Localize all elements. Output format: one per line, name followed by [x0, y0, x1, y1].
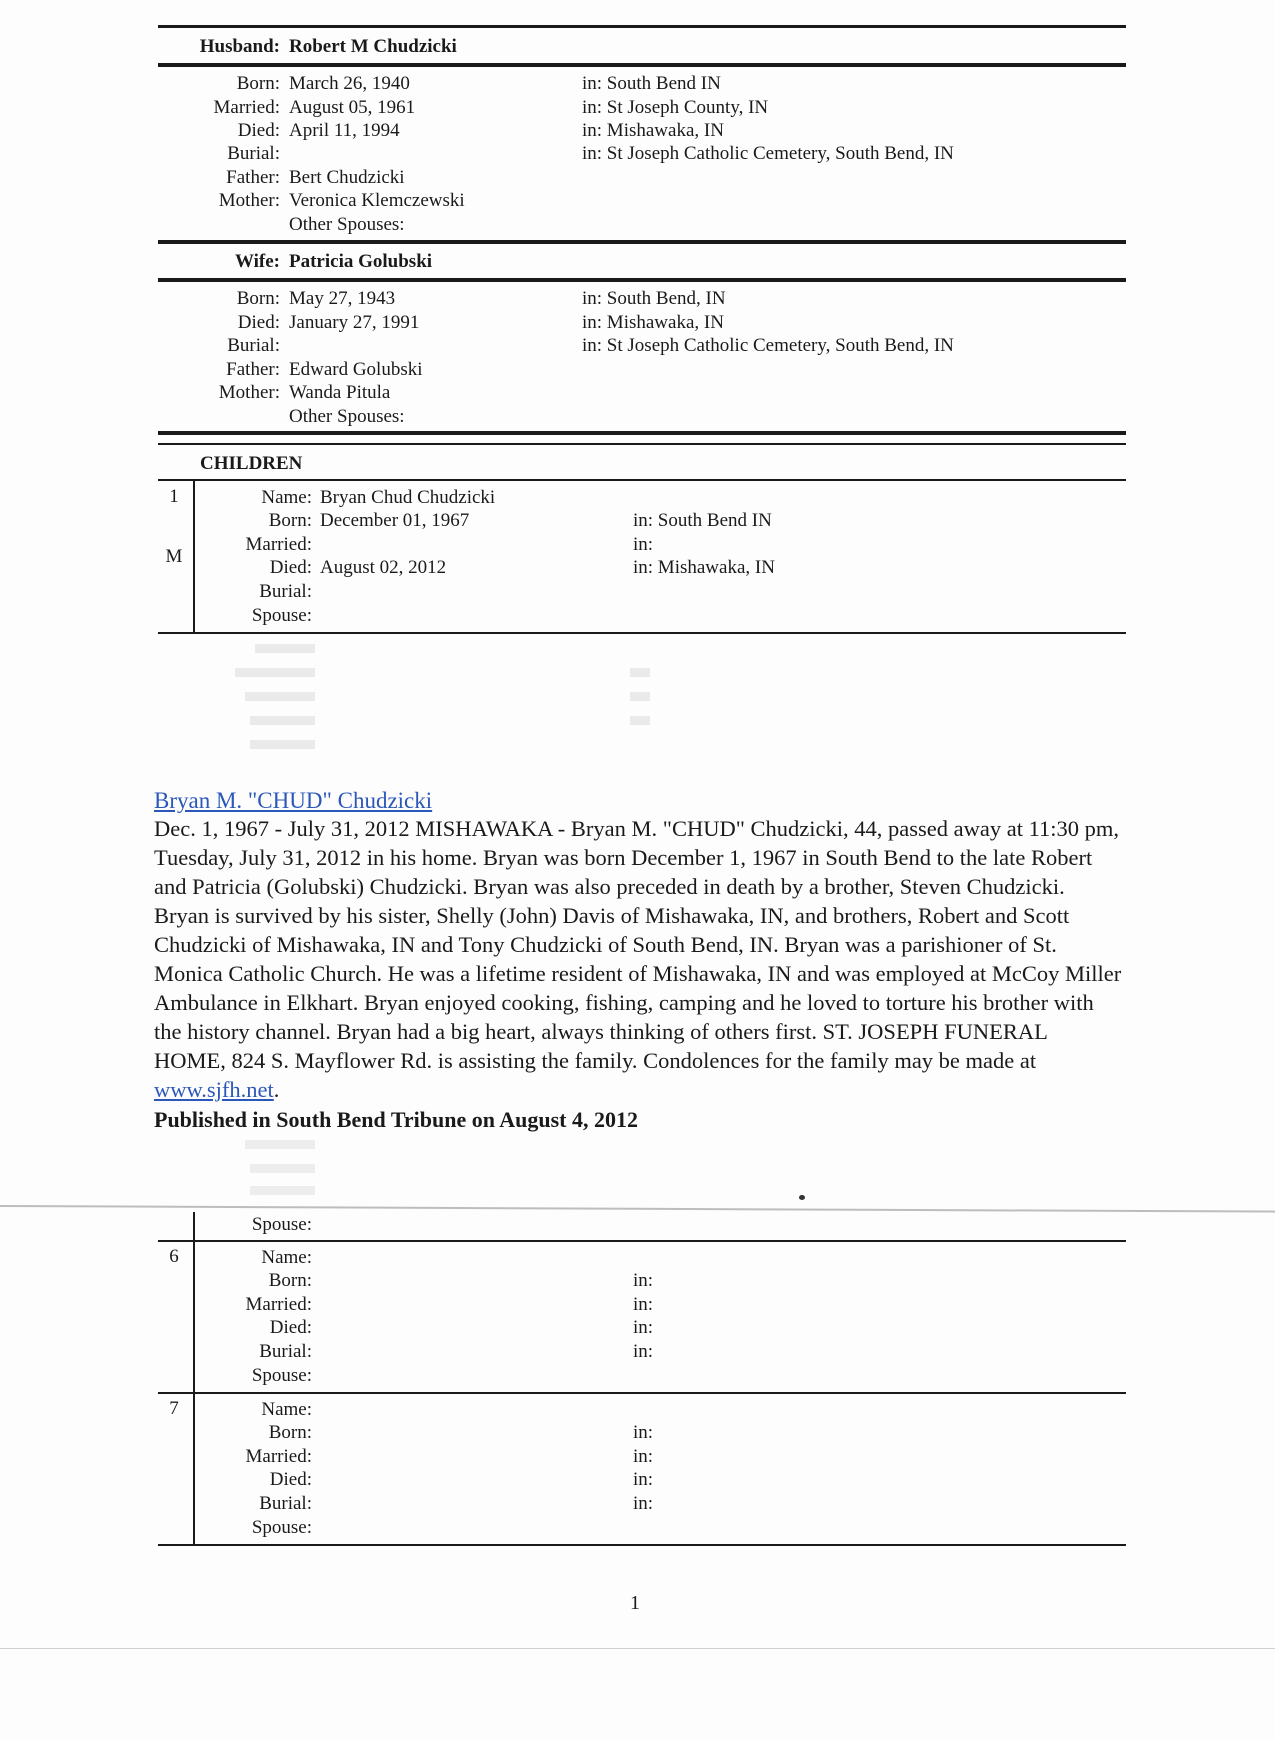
child1-sex: M [165, 546, 183, 567]
field-label: Born: [236, 73, 280, 94]
obituary-published-line: Published in South Bend Tribune on August 4, 2012 [154, 1107, 638, 1132]
field-label: Born: [268, 1270, 312, 1291]
field-label: Married: [245, 534, 312, 555]
field-label: Spouse: [251, 1517, 312, 1538]
funeral-home-link[interactable]: www.sjfh.net [154, 1077, 274, 1102]
obituary-body [154, 814, 1124, 1104]
child6-top-rule [158, 1240, 1126, 1242]
field-value: March 26, 1940 [289, 73, 410, 94]
field-label: Died: [269, 557, 312, 578]
child7-bottom-rule [158, 1544, 1126, 1546]
field-place: in: [633, 1341, 654, 1362]
field-place: in: South Bend, IN [582, 288, 726, 309]
obituary-title-link[interactable]: Bryan M. "CHUD" Chudzicki [154, 788, 433, 813]
field-place: in: [633, 534, 654, 555]
field-label: Died: [269, 1317, 312, 1338]
children-top-rule [158, 431, 1126, 435]
field-label: Name: [261, 1247, 312, 1268]
bottom-page-edge [0, 1648, 1275, 1649]
field-value: Edward Golubski [289, 359, 423, 380]
field-value: Veronica Klemczewski [289, 190, 465, 211]
field-label: Born: [268, 1422, 312, 1443]
obituary-end: . [273, 1077, 280, 1102]
field-value: January 27, 1991 [289, 312, 420, 333]
field-label: Spouse: [251, 1365, 312, 1386]
field-place: in: [633, 1446, 654, 1467]
field-label: Born: [236, 288, 280, 309]
children-heading: CHILDREN [200, 453, 303, 474]
field-place: in: [633, 1317, 654, 1338]
field-place: in: South Bend IN [582, 73, 721, 94]
ink-speck [799, 1195, 805, 1200]
wife-name: Patricia Golubski [289, 251, 433, 272]
wife-other-spouses: Other Spouses: [289, 406, 405, 427]
field-label: Born: [268, 510, 312, 531]
child7-number: 7 [169, 1398, 179, 1419]
field-place: in: St Joseph Catholic Cemetery, South Bend, IN [582, 335, 954, 356]
field-value: August 02, 2012 [320, 557, 447, 578]
field-place: in: [633, 1493, 654, 1514]
field-label: Burial: [227, 335, 280, 356]
field-label: Married: [245, 1294, 312, 1315]
field-value: Wanda Pitula [289, 382, 391, 403]
field-label: Name: [261, 1399, 312, 1420]
wife-heading-rule [158, 278, 1126, 282]
husband-name: Robert M Chudzicki [289, 36, 457, 57]
field-label: Mother: [218, 190, 280, 211]
child1-number: 1 [169, 486, 179, 507]
field-value: Bert Chudzicki [289, 167, 405, 188]
field-place: in: Mishawaka, IN [582, 312, 724, 333]
field-place: in: [633, 1294, 654, 1315]
child6-bottom-rule [158, 1392, 1126, 1394]
field-place: in: South Bend IN [633, 510, 772, 531]
field-place: in: Mishawaka, IN [582, 120, 724, 141]
field-label: Father: [226, 359, 280, 380]
child1-bottom-rule [158, 632, 1126, 634]
obituary-text: Dec. 1, 1967 - July 31, 2012 MISHAWAKA - Bryan M. "CHUD" Chudzicki, 44, passed away at 11:30 pm, Tuesday, July 31, 2012 in his home. Bryan was born December 1, 1967 in South Bend to the late Robert and Patricia (Golubski) Chudzicki. Bryan was also preceded in death by a brother, Steven Chudzicki. Bryan is survived by his sister, Shelly (John) Davis of Mishawaka, IN, and brothers, Robert and Scott Chudzicki of Mishawaka, IN and Tony Chudzicki of South Bend, IN. Bryan was a parishioner of St. Monica Catholic Church. He was a lifetime resident of Mishawaka, IN and was employed at McCoy Miller Ambulance in Elkhart. Bryan enjoyed cooking, fishing, camping and he loved to torture his brother with the history channel. Bryan had a big heart, always thinking of others first. ST. JOSEPH FUNERAL HOME, 824 S. Mayflower Rd. is assisting the family. Condolences for the family may be made at [154, 816, 1122, 1073]
field-place: in: St Joseph Catholic Cemetery, South Bend, IN [582, 143, 954, 164]
fragment-spouse-row: Spouse: [251, 1214, 312, 1235]
field-place: in: St Joseph County, IN [582, 97, 769, 118]
field-label: Burial: [259, 1341, 312, 1362]
field-label: Spouse: [251, 605, 312, 626]
field-label: Died: [237, 120, 280, 141]
field-label: Died: [237, 312, 280, 333]
field-label: Burial: [259, 581, 312, 602]
field-value: December 01, 1967 [320, 510, 470, 531]
husband-heading-label: Husband: [199, 36, 280, 57]
children-heading-rule [158, 479, 1126, 481]
field-value: Bryan Chud Chudzicki [320, 487, 496, 508]
field-value: August 05, 1961 [289, 97, 416, 118]
bleed-through-traces [150, 640, 1130, 770]
field-label: Mother: [218, 382, 280, 403]
child6-number: 6 [169, 1246, 179, 1267]
husband-heading-rule [158, 63, 1126, 67]
bleed-through-traces-lower [150, 1130, 1130, 1210]
field-value: May 27, 1943 [289, 288, 396, 309]
husband-top-rule [158, 25, 1126, 28]
field-label: Died: [269, 1469, 312, 1490]
wife-heading-label: Wife: [234, 251, 280, 272]
field-place: in: Mishawaka, IN [633, 557, 775, 578]
field-place: in: [633, 1469, 654, 1490]
field-label: Burial: [259, 1493, 312, 1514]
field-label: Name: [261, 487, 312, 508]
wife-top-rule [158, 240, 1126, 244]
field-label: Burial: [227, 143, 280, 164]
field-place: in: [633, 1270, 654, 1291]
page-number: 1 [630, 1592, 640, 1614]
husband-other-spouses: Other Spouses: [289, 214, 405, 235]
children-thin-rule [158, 443, 1126, 445]
field-label: Father: [226, 167, 280, 188]
field-label: Married: [245, 1446, 312, 1467]
field-place: in: [633, 1422, 654, 1443]
field-label: Married: [213, 97, 280, 118]
field-value: April 11, 1994 [289, 120, 400, 141]
